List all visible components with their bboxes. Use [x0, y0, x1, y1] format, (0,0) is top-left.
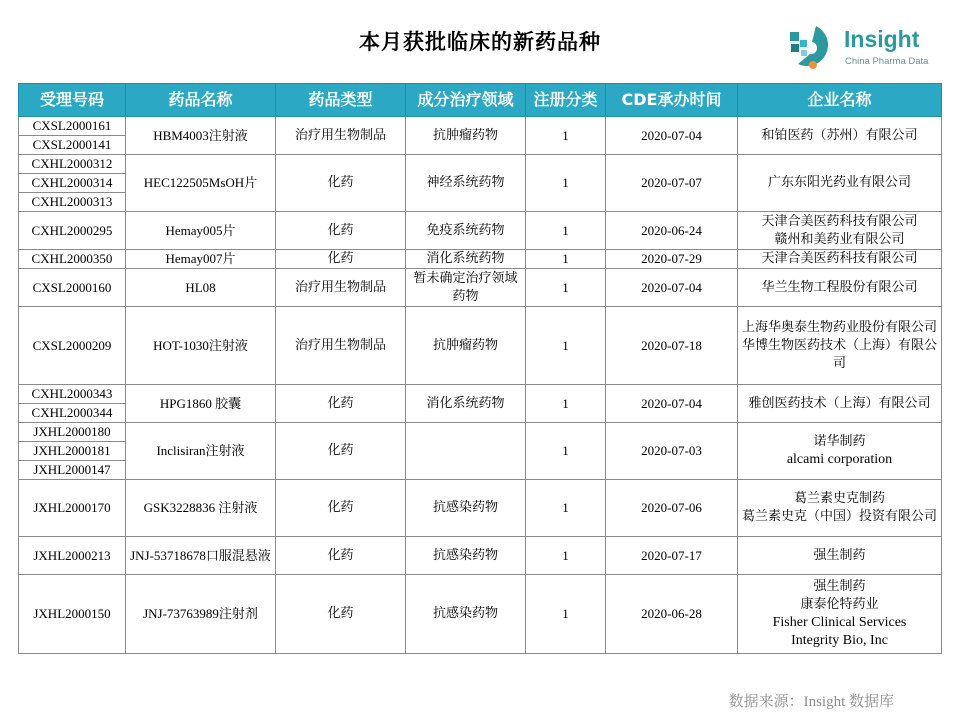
- company-name: Fisher Clinical Services: [772, 615, 907, 630]
- therapeutic-area-cell: [406, 423, 526, 480]
- company-name: 赣州和美药业有限公司: [774, 231, 905, 247]
- cde-date-cell: 2020-07-03: [606, 423, 738, 480]
- data-source: 数据来源：Insight 数据库: [728, 694, 894, 710]
- company-cell: [738, 423, 942, 480]
- drug-name-cell: HPG1860 胶囊: [126, 385, 276, 423]
- company-name: 上海华奥泰生物药业股份有限公司: [741, 319, 937, 335]
- insight-logo-icon: [786, 24, 838, 70]
- therapeutic-area-cell: 消化系统药物: [406, 385, 526, 423]
- company-cell: [738, 480, 942, 537]
- acceptance-no-cell: CXHL2000312: [19, 155, 126, 174]
- drug-name-cell: JNJ-73763989注射剂: [126, 575, 276, 654]
- drug-type-cell: 治疗用生物制品: [276, 269, 406, 307]
- drug-name-cell: HL08: [126, 269, 276, 307]
- acceptance-no-cell: CXHL2000350: [19, 250, 126, 269]
- acceptance-no-cell: JXHL2000213: [19, 537, 126, 575]
- table-row: [19, 155, 942, 174]
- header-cell: CDE承办时间: [606, 84, 738, 117]
- company-name: 华兰生物工程股份有限公司: [761, 279, 918, 295]
- company-cell: [738, 537, 942, 575]
- table-row: [19, 269, 942, 307]
- table-row: [19, 575, 942, 654]
- company-cell: [738, 269, 942, 307]
- acceptance-no-cell: CXHL2000343: [19, 385, 126, 404]
- table-row: [19, 212, 942, 250]
- table-row: [19, 307, 942, 385]
- insight-logo: [786, 22, 936, 72]
- company-name: alcami corporation: [786, 452, 893, 467]
- logo-subtitle: China Pharma Data: [845, 56, 929, 67]
- drug-type-cell: 化药: [276, 250, 406, 269]
- registration-class-cell: 1: [526, 480, 606, 537]
- company-name: 强生制药: [813, 547, 866, 563]
- drug-name-cell: Hemay007片: [126, 250, 276, 269]
- company-cell: [738, 212, 942, 250]
- company-name: 强生制药: [813, 579, 866, 594]
- header-cell: 企业名称: [738, 84, 942, 117]
- company-name: Integrity Bio, Inc: [791, 633, 888, 648]
- cde-date-cell: 2020-07-06: [606, 480, 738, 537]
- table-row: [19, 480, 942, 537]
- cde-date-cell: 2020-07-04: [606, 117, 738, 155]
- cde-date-cell: 2020-06-24: [606, 212, 738, 250]
- acceptance-no-cell: JXHL2000150: [19, 575, 126, 654]
- acceptance-no-cell: CXSL2000161: [19, 117, 126, 136]
- therapeutic-area-cell: 抗肿瘤药物: [406, 117, 526, 155]
- acceptance-no-cell: CXHL2000344: [19, 404, 126, 423]
- drug-name-cell: JNJ-53718678口服混悬液: [126, 537, 276, 575]
- registration-class-cell: 1: [526, 575, 606, 654]
- drug-type-cell: 化药: [276, 212, 406, 250]
- cde-date-cell: 2020-07-29: [606, 250, 738, 269]
- drug-type-cell: 化药: [276, 423, 406, 480]
- cde-date-cell: 2020-07-17: [606, 537, 738, 575]
- company-cell: [738, 307, 942, 385]
- header-cell: 药品名称: [126, 84, 276, 117]
- company-name: 诺华制药: [813, 434, 866, 449]
- therapeutic-area-cell: 抗感染药物: [406, 537, 526, 575]
- registration-class-cell: 1: [526, 155, 606, 212]
- company-name: 葛兰素史克（中国）投资有限公司: [741, 509, 937, 524]
- therapeutic-area-cell: 消化系统药物: [406, 250, 526, 269]
- acceptance-no-cell: JXHL2000181: [19, 442, 126, 461]
- acceptance-no-cell: JXHL2000180: [19, 423, 126, 442]
- therapeutic-area-cell: 抗肿瘤药物: [406, 307, 526, 385]
- table-row: [19, 537, 942, 575]
- drug-name-cell: Inclisiran注射液: [126, 423, 276, 480]
- acceptance-no-cell: CXSL2000209: [19, 307, 126, 385]
- company-cell: [738, 117, 942, 155]
- company-name: 广东东阳光药业有限公司: [767, 175, 911, 190]
- registration-class-cell: 1: [526, 537, 606, 575]
- therapeutic-area-cell: 暂未确定治疗领域药物: [406, 269, 526, 307]
- drug-name-cell: GSK3228836 注射液: [126, 480, 276, 537]
- header-cell: 药品类型: [276, 84, 406, 117]
- company-name: 华博生物医药技术（上海）有限公司: [741, 337, 937, 371]
- acceptance-no-cell: JXHL2000147: [19, 461, 126, 480]
- approvals-table: [18, 83, 942, 654]
- drug-type-cell: 化药: [276, 480, 406, 537]
- company-name: 雅创医药技术（上海）有限公司: [748, 395, 931, 411]
- cde-date-cell: 2020-07-18: [606, 307, 738, 385]
- registration-class-cell: 1: [526, 269, 606, 307]
- cde-date-cell: 2020-07-07: [606, 155, 738, 212]
- company-name: 天津合美医药科技有限公司: [761, 251, 918, 266]
- table-header-row: [19, 84, 942, 117]
- cde-date-cell: 2020-07-04: [606, 269, 738, 307]
- registration-class-cell: 1: [526, 423, 606, 480]
- drug-name-cell: HOT-1030注射液: [126, 307, 276, 385]
- therapeutic-area-cell: 免疫系统药物: [406, 212, 526, 250]
- therapeutic-area-cell: 抗感染药物: [406, 575, 526, 654]
- drug-type-cell: 治疗用生物制品: [276, 307, 406, 385]
- drug-type-cell: 化药: [276, 537, 406, 575]
- drug-name-cell: Hemay005片: [126, 212, 276, 250]
- header-cell: 成分治疗领域: [406, 84, 526, 117]
- company-name: 康泰伦特药业: [800, 597, 879, 612]
- registration-class-cell: 1: [526, 385, 606, 423]
- therapeutic-area-cell: 抗感染药物: [406, 480, 526, 537]
- drug-type-cell: 化药: [276, 155, 406, 212]
- cde-date-cell: 2020-06-28: [606, 575, 738, 654]
- registration-class-cell: 1: [526, 117, 606, 155]
- company-name: 天津合美医药科技有限公司: [761, 213, 918, 229]
- page-title: 本月获批临床的新药品种: [359, 30, 601, 54]
- drug-type-cell: 化药: [276, 575, 406, 654]
- drug-name-cell: HBM4003注射液: [126, 117, 276, 155]
- acceptance-no-cell: JXHL2000170: [19, 480, 126, 537]
- table-row: [19, 385, 942, 404]
- company-cell: [738, 250, 942, 269]
- company-cell: [738, 155, 942, 212]
- registration-class-cell: 1: [526, 307, 606, 385]
- acceptance-no-cell: CXHL2000314: [19, 174, 126, 193]
- table-row: [19, 250, 942, 269]
- cde-date-cell: 2020-07-04: [606, 385, 738, 423]
- acceptance-no-cell: CXHL2000295: [19, 212, 126, 250]
- drug-type-cell: 治疗用生物制品: [276, 117, 406, 155]
- header-cell: 受理号码: [19, 84, 126, 117]
- company-cell: [738, 575, 942, 654]
- table-row: [19, 423, 942, 442]
- drug-type-cell: 化药: [276, 385, 406, 423]
- registration-class-cell: 1: [526, 212, 606, 250]
- company-cell: [738, 385, 942, 423]
- company-name: 葛兰素史克制药: [793, 491, 885, 506]
- therapeutic-area-cell: 神经系统药物: [406, 155, 526, 212]
- company-name: 和铂医药（苏州）有限公司: [761, 127, 918, 143]
- acceptance-no-cell: CXHL2000313: [19, 193, 126, 212]
- logo-name: Insight: [844, 26, 920, 52]
- registration-class-cell: 1: [526, 250, 606, 269]
- acceptance-no-cell: CXSL2000141: [19, 136, 126, 155]
- header-cell: 注册分类: [526, 84, 606, 117]
- drug-name-cell: HEC122505MsOH片: [126, 155, 276, 212]
- table-row: [19, 117, 942, 136]
- acceptance-no-cell: CXSL2000160: [19, 269, 126, 307]
